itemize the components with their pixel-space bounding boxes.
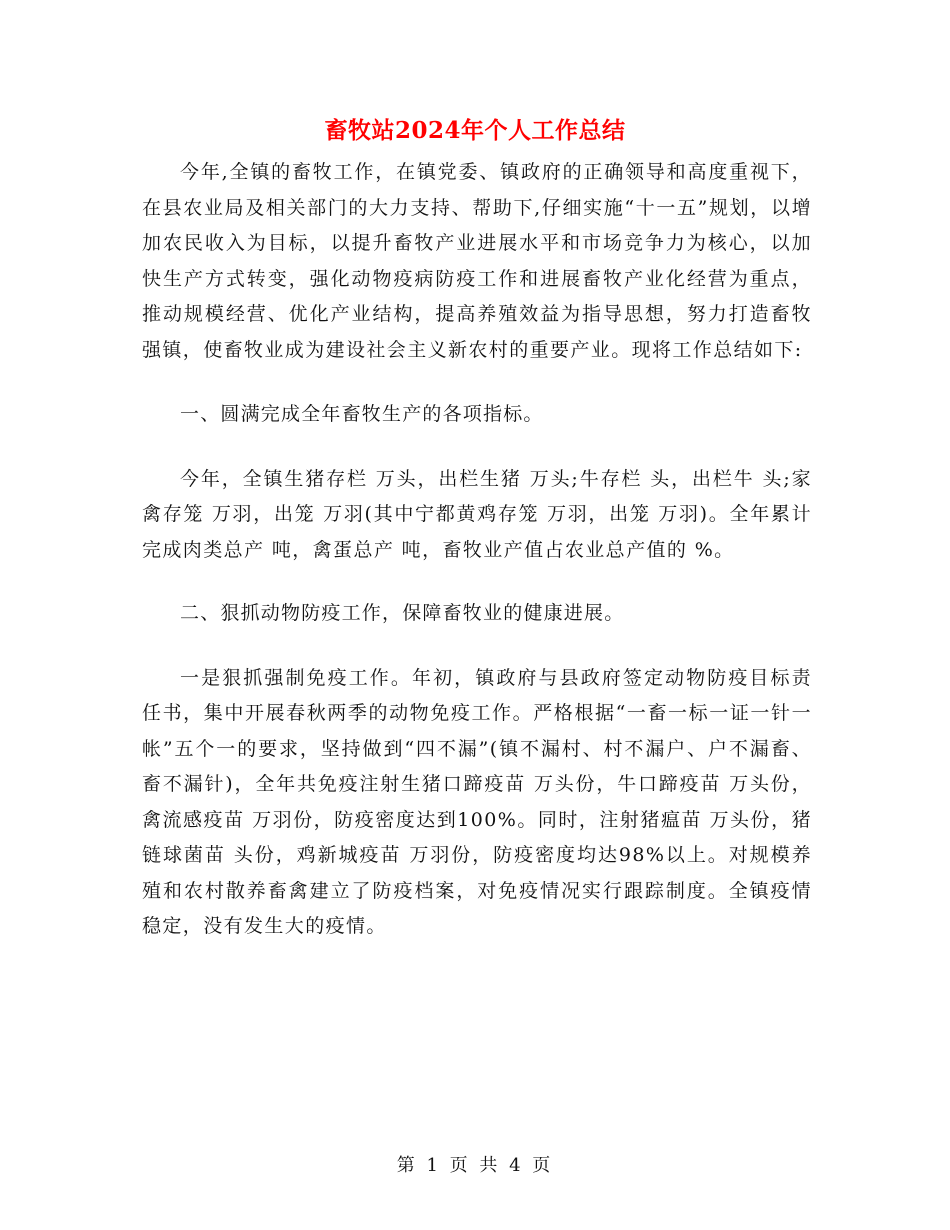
section-heading-1: 一、圆满完成全年畜牧生产的各项指标。 <box>180 403 544 425</box>
production-paragraph: 今年，全镇生猪存栏 万头，出栏生猪 万头;牛存栏 头，出栏牛 头;家禽存笼 万羽，出笼 万羽(其中宁都黄鸡存笼 万羽，出笼 万羽)。全年累计完成肉类总产 吨，禽蛋总产 吨，畜牧业产值占农业总产值的 %。 <box>142 467 812 561</box>
page-number-footer: 第 1 页 共 4 页 <box>396 1155 554 1176</box>
intro-paragraph: 今年,全镇的畜牧工作，在镇党委、镇政府的正确领导和高度重视下，在县农业局及相关部门的大力支持、帮助下,仔细实施“十一五”规划，以增加农民收入为目标，以提升畜牧产业进展水平和市场竞争力为核心，以加快生产方式转变，强化动物疫病防疫工作和进展畜牧产业化经营为重点，推动规模经营、优化产业结构，提高养殖效益为指导思想，努力打造畜牧强镇，使畜牧业成为建设社会主义新农村的重要产业。现将工作总结如下: <box>142 161 812 361</box>
document-body <box>142 155 812 945</box>
section-heading-2: 二、狠抓动物防疫工作，保障畜牧业的健康进展。 <box>180 602 625 624</box>
document-title: 畜牧站2024年个人工作总结 <box>324 117 626 144</box>
immunization-paragraph: 一是狠抓强制免疫工作。年初，镇政府与县政府签定动物防疫目标责任书，集中开展春秋两季的动物免疫工作。严格根据“一畜一标一证一针一帐”五个一的要求，坚持做到“四不漏”(镇不漏村、村不漏户、户不漏畜、畜不漏针)，全年共免疫注射生猪口蹄疫苗 万头份，牛口蹄疫苗 万头份，禽流感疫苗 万羽份，防疫密度达到100%。同时，注射猪瘟苗 万头份，猪链球菌苗 头份，鸡新城疫苗 万羽份，防疫密度均达98%以上。对规模养殖和农村散养畜禽建立了防疫档案，对免疫情况实行跟踪制度。全镇疫情稳定，没有发生大的疫情。 <box>142 666 812 937</box>
